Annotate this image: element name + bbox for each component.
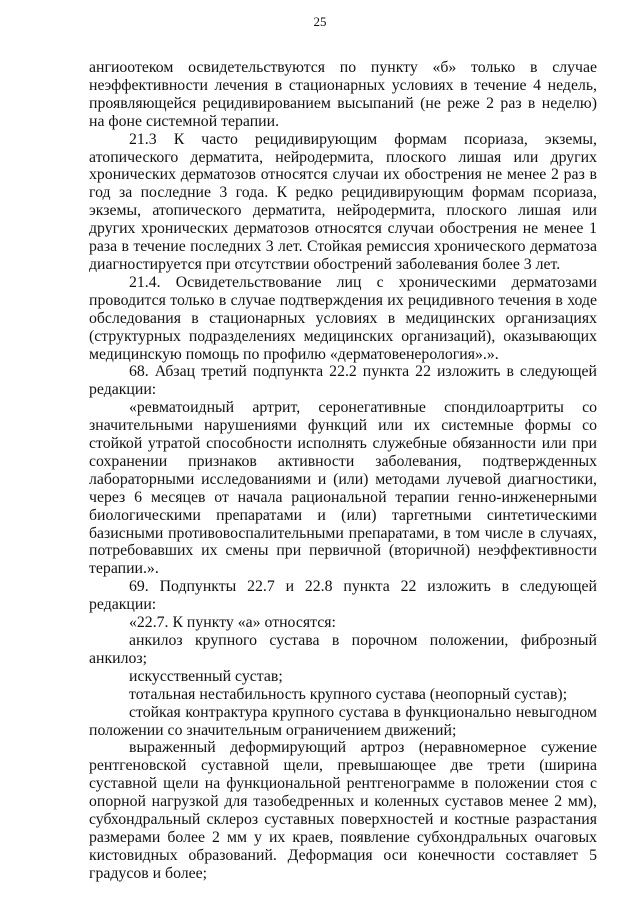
- list-item-ankylosis: анкилоз крупного сустава в порочном положении, фиброзный анкилоз;: [89, 632, 597, 667]
- list-item-arthrosis: выраженный деформирующий артроз (неравномерное сужение рентгеновской суставной щели, превышающее две трети (ширина суставной щели на функциональной рентгенограмме в положении стоя с опорной нагрузкой для тазобедренных и коленных суставов менее 2 мм), субхондральный склероз суставных поверхностей и костные разрастания размерами более 2 мм у их краев, появление субхондральных очаговых кистовидных образований. Деформация оси конечности составляет 5 градусов и более;: [89, 739, 597, 882]
- paragraph-22-7: «22.7. К пункту «а» относятся:: [129, 614, 336, 632]
- paragraph-rheumatoid-arthritis: «ревматоидный артрит, серонегативные спондилоартриты со значительными нарушениями функций или их системные формы со стойкой утратой способности исполнять служебные обязанности или при сохранении признаков активности заболевания, подтвержденных лабораторными исследованиями и (или) методами лучевой диагностики, через 6 месяцев от начала рациональной терапии генно-инженерными биологическими препаратами и (или) таргетными синтетическими базисными противовоспалительными препаратами, в том числе в случаях, потребовавших их смены при первичной (вторичной) неэффективности терапии.».: [89, 399, 597, 578]
- list-item-contracture: стойкая контрактура крупного сустава в функционально невыгодном положении со значительным ограничением движений;: [89, 703, 597, 739]
- paragraph-68: 68. Абзац третий подпункта 22.2 пункта 22 изложить в следующей редакции:: [89, 363, 597, 399]
- paragraph-69: 69. Подпункты 22.7 и 22.8 пункта 22 изложить в следующей редакции:: [89, 578, 597, 614]
- list-item-instability: тотальная нестабильность крупного сустава (неопорный сустав);: [129, 685, 568, 703]
- list-item-artificial-joint: искусственный сустав;: [129, 667, 283, 685]
- page-number: 25: [313, 14, 327, 29]
- paragraph-angioedema-continuation: ангиоотеком освидетельствуются по пункту «б» только в случае неэффективности лечения в стационарных условиях в течение 4 недель, проявляющейся рецидивированием высыпаний (не реже 2 раз в неделю) на фоне системной терапии.: [89, 59, 597, 130]
- paragraph-21-4: 21.4. Освидетельствование лиц с хроническими дерматозами проводится только в случае подтверждения их рецидивного течения в ходе обследования в стационарных условиях в медицинских организациях (структурных подразделениях медицинских организаций), оказывающих медицинскую помощь по профилю «дерматовенерология».».: [89, 273, 597, 363]
- document-body: [89, 59, 597, 883]
- paragraph-21-3: 21.3 К часто рецидивирующим формам псориаза, экземы, атопического дерматита, нейродермита, плоского лишая или других хронических дерматозов относятся случаи их обострения не менее 2 раз в год за последние 3 года. К редко рецидивирующим формам псориаза, экземы, атопического дерматита, нейродермита, плоского лишая или других хронических дерматозов относятся случаи обострения не менее 1 раза в течение последних 3 лет. Стойкая ремиссия хронического дерматоза диагностируется при отсутствии обострений заболевания более 3 лет.: [89, 130, 597, 273]
